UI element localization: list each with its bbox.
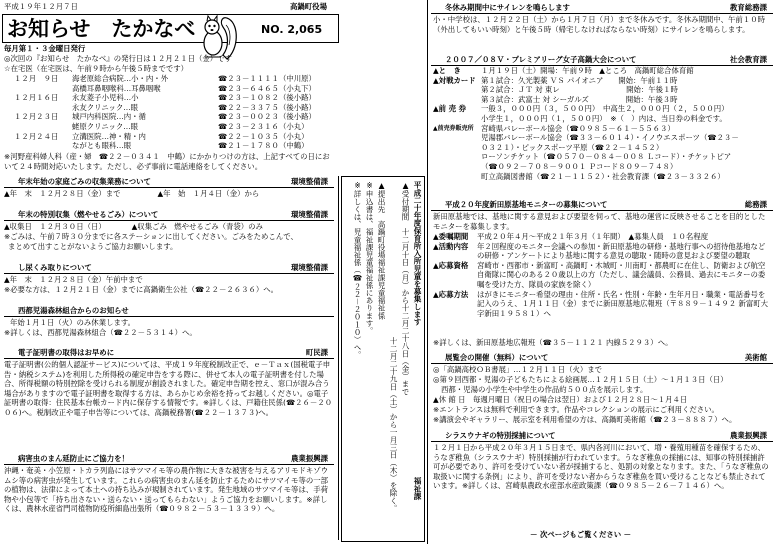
monitor-row: [433, 261, 773, 290]
doctor-tel: ☎２３－１１１１（中川原）: [218, 74, 316, 83]
volley-row: [433, 152, 773, 162]
section-dept: 環境整備課: [291, 263, 328, 272]
volley-row: [433, 85, 773, 95]
daycare-period: ▲受付期間 十二月十日（月）から十二月二十八日（金）まで: [401, 181, 410, 396]
volley-label: [433, 143, 481, 153]
doctor-row: [14, 132, 334, 142]
volley-row: [433, 95, 773, 105]
forestry-line: ※詳しくは、西都児湯森林組合（☎２２－５３１４）へ。: [4, 328, 197, 337]
volley-label: [433, 152, 481, 162]
eel-body: １２月１日から平成２０年３月１５日まで、県内各河川において、増・養殖用種苗を確保するため、うなぎ稚魚（シラスウナギ）特別採捕が行われています。うなぎ稚魚の採捕には、知事の特別採捕許可が必要であり、許可を受けていない者が採捕すると、処罰の対象となります。また、「うなぎ稚魚の取扱いに関する条例」により、許可を受けない者からうなぎ稚魚を買い受けることなども禁止されています。※詳しくは、宮崎県農政水産部水産政策課（☎０９８５－２６－７１４６）へ。: [433, 443, 769, 491]
masthead: [2, 14, 339, 43]
volley-label: ▲対戦カード: [433, 75, 476, 85]
monitor-row: [433, 290, 773, 319]
section-header-shinyo: [4, 262, 334, 274]
volley-label: ▲と き: [433, 66, 461, 75]
shinyo-line: ▲年 末 １２月２８日（金）午前中まで: [4, 275, 143, 284]
volley-row: [433, 76, 773, 86]
doctor-clinic: 蛯原クリニック…眼: [72, 121, 139, 131]
exhibition-line: 西都・児湯の小学生や中学生の作品約５００点を展示します。: [441, 385, 648, 394]
volley-text: ローソンチケット（☎０５７０－０８４－００８ Ｌコード）・チケットピア: [481, 152, 732, 162]
doctor-tel: ☎２２－１０３５（小丸）: [218, 131, 309, 141]
section-dept: 教育総務課: [730, 3, 767, 12]
volley-text: １月１９日（土）開場：午前９時 ▲ところ 高鍋町総合体育館: [481, 66, 694, 75]
tokubetsu-line: まとめて出すことがないようご協力お願いします。: [8, 242, 178, 251]
office-name: 高鍋町役場: [290, 2, 327, 11]
doctor-date: １２月 ９日: [14, 74, 59, 83]
next-issue-note: ◎次回の『お知らせ たかなべ』の発行日は１２月２１日（金）です: [4, 54, 232, 63]
volley-text: 一般３，０００円（３，５００円） 中高生２，０００円（２，５００円）: [481, 104, 729, 114]
section-dept: 環境整備課: [291, 177, 328, 186]
section-header-certificate: [4, 347, 334, 359]
section-title: し尿くみ取りについて: [18, 263, 92, 272]
next-page-note: － 次ページもご覧ください －: [530, 530, 632, 539]
volley-text: 第２試合：ＪＴ 対 東レ 開始：午後１時: [481, 85, 678, 95]
exhibition-line: ▲休 館 日 毎週月曜日（祝日の場合は翌日）および１２月２８日～１月４日: [433, 395, 688, 404]
daycare-dept: 福祉課: [413, 477, 422, 500]
doctor-tel: ☎２３－００２３（後小路）: [218, 112, 316, 122]
section-title: 年末年始の家庭ごみの収集業務について: [18, 177, 151, 186]
doctor-clinic: ながとも眼科…眼: [72, 141, 132, 151]
exhibition-line: ◎第９回西都・児湯の子どもたちによる絵画展…１２月１５日（土）～１月１３日（日）: [433, 375, 728, 384]
section-dept: 美術館: [744, 353, 767, 362]
section-title: シラスウナギの特別採捕について: [445, 431, 556, 440]
volley-row: [433, 104, 773, 114]
volley-text: ０３２１）・ピックスポーツ平原（☎２２－１４５２）: [481, 142, 664, 152]
volley-text: （☎０９２－７０８－９００１ Ｐコード８０９－７４８）: [481, 161, 678, 171]
doctor-clinic: 高橋耳鼻咽喉科…耳鼻咽喉: [72, 83, 161, 93]
doctor-tel: ☎２３－１０８２（後小路）: [218, 93, 316, 103]
volley-row: [433, 172, 773, 182]
doctor-row: [14, 112, 334, 122]
doctor-row: [14, 141, 334, 151]
daycare-title: 平成二十年度保育所入所児童を募集します: [413, 181, 422, 326]
doctor-row: [14, 74, 334, 84]
doctor-clinic: 永友菱子小児科…小: [72, 93, 139, 103]
doctor-row: [14, 84, 334, 94]
section-dept: 環境整備課: [291, 210, 328, 219]
volley-label: [433, 133, 481, 143]
section-header-gomi: [4, 176, 334, 188]
volley-label: [433, 85, 481, 95]
section-header-exhibition: [431, 352, 773, 364]
monitor-contact: ※詳しくは、新田原基地広報班（☎３５－１１２１ 内線５２９３）へ。: [433, 338, 673, 347]
daycare-notice-box: [341, 176, 425, 542]
on-call-intro: ☆在宅医（在宅医は、午前９時から午後５時までです）: [4, 64, 189, 73]
tokubetsu-line: ▲収集日 １２月３０日（日） ▲収集ごみ 燃やせるごみ（青袋）のみ: [4, 222, 263, 231]
monitor-details: [433, 232, 773, 318]
monitor-text: 年２回程度のモニター会議への参加・新田原基地の研修・基地行事への招待他基地などの研修・アンケートにより基地に関する意見の聴取・随時の意見および要望の聴取: [477, 241, 766, 261]
monitor-row: [433, 242, 773, 261]
volley-label: [433, 95, 481, 105]
monitor-label: ▲活動内容: [433, 241, 469, 251]
volley-label: ▲前売券販売所: [433, 124, 474, 132]
monitor-text: 平成２０年４月～平成２１年３月（１年間） ▲募集人員 １０名程度: [477, 232, 709, 241]
doctor-tel: ☎２３－６４６５（小丸下）: [218, 83, 316, 93]
exhibition-line: ※エントランスは無料で利用できます。作品やコレクションの展示にご利用ください。: [433, 405, 719, 414]
volley-text: 小学生１，０００円（１，５００円） ※（ ）内は、当日券の料金です。: [481, 113, 727, 123]
section-header-eel: [431, 430, 773, 442]
doctor-date: １２月２４日: [14, 131, 59, 141]
volley-row: [433, 124, 773, 134]
monitor-intro: 新田原基地では、基地に関する意見および要望を伺って、基地の運営に反映させることを目的としたモニターを募集します。: [433, 212, 766, 231]
volley-row: [433, 133, 773, 143]
section-header-volleyball: [431, 54, 773, 66]
doctor-clinic: 永友クリニック…眼: [72, 102, 139, 112]
section-header-pest: [4, 453, 334, 465]
section-title: 病害虫のまん延防止にご協力を！: [18, 454, 129, 463]
obstetrics-note: ※河野産科婦人科（産・婦 ☎２２－０３４１ 中鶴）にかかりつけの方は、上記すべての日において２４時間対応いたします。ただし、必ず事前に電話連絡をしてください。: [4, 152, 330, 171]
section-header-monitor: [431, 199, 773, 211]
shinyo-line: ※必要な方は、１２月２１日（金）までに高鍋衛生公社（☎２２－２６３６）へ。: [4, 285, 279, 294]
doctor-row: [14, 93, 334, 103]
volley-label: [433, 114, 481, 124]
section-title: 年末の特別収集（燃やせるごみ）について: [18, 210, 159, 219]
section-title: 展覧会の開催（無料）について: [445, 353, 549, 362]
doctor-date: [14, 141, 72, 151]
section-dept: 農業振興課: [291, 454, 328, 463]
section-title: 西都児湯森林組合からのお知らせ: [18, 306, 129, 315]
section-title: 平成２０年度新田原基地モニターの募集について: [445, 200, 608, 209]
column-divider: [338, 176, 339, 540]
doctor-date: [14, 103, 72, 113]
volley-text: 第３試合：武富士 対 シーガルズ 開始：午後３時: [481, 94, 678, 104]
issue-schedule: 毎月第１・３金曜日発行: [4, 44, 86, 53]
doctor-date: [14, 122, 72, 132]
issue-date: 平成１９年１２月７日: [4, 2, 78, 11]
gomi-dates: ▲年 末 １２月２８日（金）まで ▲年 始 １月４日（金）から: [4, 189, 260, 198]
section-dept: 総務課: [744, 200, 767, 209]
monitor-text: 宮崎市・西都市・新富町・高鍋町・木城町・川南町・都農町に在住し、防衛および航空自衛隊に関心のある２０歳以上の方（ただし、議会議員、公務員、過去にモニターの委嘱を受けた方、隊員の家族を除く）: [477, 260, 766, 289]
volley-row: [433, 162, 773, 172]
doctor-tel: ☎２３－２３１６（小丸）: [218, 121, 309, 131]
certificate-body: 電子証明書(公的個人認証サービス)については、平成１９年度税制改正で、ｅ－Ｔａｘ(国税電子申告・納税システム)を利用した所得税の確定申告をする際に、併せて本人の電子証明書を付した場合、所得税額の特別控除を受けられる制度が創設されました。確定申告期を控え、窓口が混み合う場合がありますので電子証明書を取得する方は、あらかじめ余裕を持ってお越しください。◎電子証明書の取得：住民基本台帳カード内に保存する情報です。※詳しくは、戸籍住民係(☎２６－２００６)へ。税制改正や電子申告等については、高鍋税務署(☎２２－１３７３)へ。: [4, 360, 333, 417]
monitor-label: ▲委嘱期間: [433, 232, 469, 241]
monitor-label: ▲応募方法: [433, 289, 469, 299]
volley-text: 町立高鍋図書館（☎２１－１１５２）・社会教育課（☎２３－３３２６）: [481, 171, 725, 181]
section-header-siren: [431, 2, 773, 14]
section-title: 電子証明書の取得はお早めに: [18, 348, 115, 357]
volley-text: 児湯郡バレーボール協会（☎３３－６０１４）・イノウエスポーツ（☎２３－: [481, 133, 739, 143]
volley-label: [433, 162, 481, 172]
volley-text: 宮崎県バレーボール協会（☎０９８５－６１－５５６３）: [481, 123, 675, 133]
doctor-clinic: 城戸内科医院…内・循: [72, 112, 146, 122]
page-title: お知らせ たかなべ: [7, 17, 196, 41]
volley-label: [433, 172, 481, 182]
section-header-forestry: [4, 305, 334, 317]
volley-text: 第１試合：久光製薬 ＶＳ パイオニア 開始：午前１１時: [481, 75, 678, 85]
column-divider: [427, 0, 428, 544]
volleyball-details: [433, 66, 773, 181]
monitor-label: ▲応募資格: [433, 260, 469, 270]
pest-body: 沖縄・奄美・小笠原・トカラ列島にはサツマイモ等の農作物に大きな被害を与えるアリモドキゾウムシ等の病害虫が発生しています。これらの病害虫のまん延を防止するためにサツマイモ等の一部の植物は、法律によって本土への持ち込みが規制されています。発生地域のサツマイモ等は、手荷物や小包等で「持ち出さない・送らない・送ってもらわない」ようご協力をお願いします。※詳しくは、農林水産省門司植物防疫所細島出張所（☎０９８２－５３－１３３９）へ。: [4, 466, 329, 514]
doctor-date: １２月１６日: [14, 93, 59, 103]
monitor-row: [433, 232, 773, 242]
doctor-row: [14, 122, 334, 132]
volley-row: [433, 66, 773, 76]
section-dept: 町民課: [305, 348, 328, 357]
siren-body: 小・中学校は、１２月２２日（土）から１月７日（月）まで冬休みです。冬休み期間中、午前１０時（外出してもいい時刻）と午後５時（帰宅しなければならない時刻）にサイレンを鳴らします。: [433, 15, 765, 34]
tokubetsu-line: ※ごみは、午前７時３０分までに各ステーションに出してください。ごみをためこんで、: [4, 232, 298, 241]
doctor-clinic: 海老原総合病院…小・内・外: [72, 74, 169, 83]
issue-number: NO. 2,065: [261, 23, 323, 36]
section-title: 冬休み期間中にサイレンを鳴らします: [445, 3, 570, 12]
volley-row: [433, 143, 773, 153]
section-dept: 農業振興課: [730, 431, 767, 440]
daycare-note: 十二月二十九日（土）から一月三日（木）を除く。: [389, 337, 398, 512]
doctor-row: [14, 103, 334, 113]
monitor-text: はがきにモニター希望の理由・住所・氏名・性別・年齢・生年月日・職業・電話番号を記入のうえ、１月１１日（金）までに新田原基地広報班（〒８８９－１４９２ 新富町大字新田１９５８１）へ: [477, 289, 769, 318]
doctor-tel: ☎２２－３３７５（後小路）: [218, 102, 316, 112]
daycare-submit: ▲提出先 高鍋町役場福祉課児童福祉係: [377, 181, 386, 320]
doctor-tel: ☎２１－１７８０（中鶴）: [218, 141, 309, 151]
exhibition-line: ◎「高鍋高校ＯＢ書展」…１２月１１日（火）まで: [433, 365, 603, 374]
doctor-clinic: 立溝医院…神・精・内: [72, 131, 146, 141]
daycare-form: ※申込書は、福祉課児童福祉係にあります。: [365, 181, 374, 335]
volley-row: [433, 114, 773, 124]
doctor-date: [14, 84, 72, 94]
forestry-line: 年始１月１日（火）のみ休業します。: [10, 318, 136, 327]
section-header-tokubetsu: [4, 209, 334, 221]
section-title: ２００７／０８Ｖ・プレミアリーグ女子高鍋大会について: [445, 55, 637, 64]
exhibition-line: ※講演会やギャラリー、展示室を利用希望の方は、高鍋町美術館（☎２３－８８８７）へ。: [433, 415, 737, 424]
on-call-doctor-list: [14, 74, 334, 151]
doctor-date: １２月２３日: [14, 112, 59, 122]
daycare-contact: ※詳しくは、児童福祉係（☎２２－２０１０）へ。: [353, 181, 362, 359]
volley-label: ▲前 売 券: [433, 104, 467, 114]
section-dept: 社会教育課: [730, 55, 767, 64]
